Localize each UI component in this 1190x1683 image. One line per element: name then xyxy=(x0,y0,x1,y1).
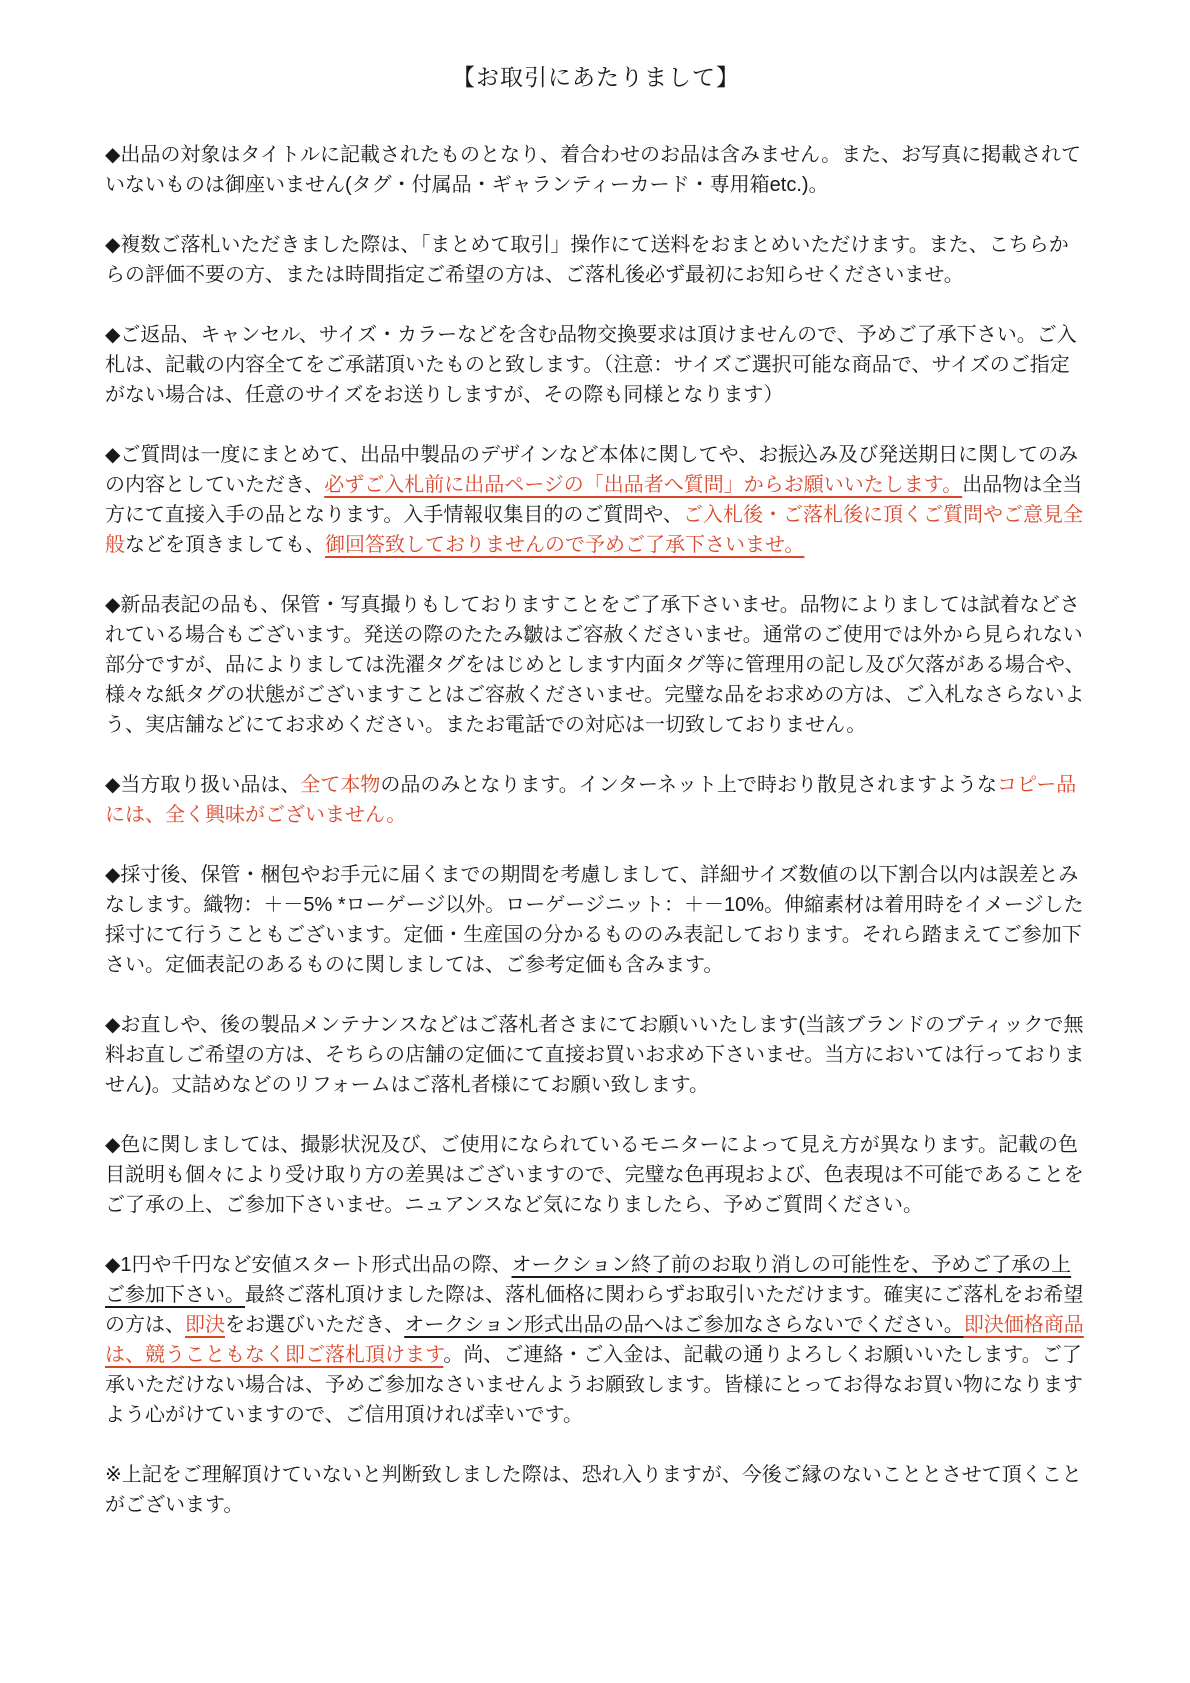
text-segment: ◆当方取り扱い品は、 xyxy=(105,774,301,796)
text-segment: ◆採寸後、保管・梱包やお手元に届くまでの期間を考慮しまして、詳細サイズ数値の以下割合以内は誤差とみなします。織物：＋－5% *ローゲージ以外。ローゲージニット：＋－10%。伸縮素材は着用時をイメージした採寸にて行うこともございます。定価・生産国の分かるもののみ表記しております。それら踏まえてご参加下さい。定価表記のあるものに関しましては、ご参考定価も含みます。 xyxy=(105,864,1084,976)
text-segment: ◆ご質問は一度にまとめて、出品中製品のデザインなど本体に関してや、お振込み及び発送期日に関してのみの内容としていただき、 xyxy=(105,444,1079,496)
text-segment: ◆複数ご落札いただきました際は、「まとめて取引」操作にて送料をおまとめいただけます。また、こちらからの評価不要の方、または時間指定ご希望の方は、ご落札後必ず最初にお知らせくださいませ。 xyxy=(105,234,1069,286)
text-segment-red: コピー品には、全く興味がございません。 xyxy=(105,774,1077,826)
text-segment: 最終ご落札頂けました際は、落札価格に関わらずお取引いただけます。確実にご落札をお希望の方は、 xyxy=(105,1284,1084,1336)
text-segment: ◆お直しや、後の製品メンテナンスなどはご落札者さまにてお願いいたします(当該ブランドのブティックで無料お直しご希望の方は、そちらの店舗の定価にて直接お買いお求め下さいませ。当方においては行っておりません)。丈詰めなどのリフォームはご落札者様にてお願い致します。 xyxy=(105,1014,1085,1096)
paragraph xyxy=(105,320,1087,410)
text-segment-red-underline: 御回答致しておりませんので予めご了承下さいませ。 xyxy=(325,534,805,556)
paragraph xyxy=(105,1010,1087,1100)
text-segment: の品のみとなります。インターネット上で時おり散見されますような xyxy=(380,774,997,796)
text-segment: ◆出品の対象はタイトルに記載されたものとなり、着合わせのお品は含みません。また、お写真に掲載されていないものは御座いません(タグ・付属品・ギャランティーカード・専用箱etc.)。 xyxy=(105,144,1082,196)
paragraph xyxy=(105,860,1087,980)
text-segment: ◆新品表記の品も、保管・写真撮りもしておりますことをご了承下さいませ。品物によりましては試着などされている場合もございます。発送の際のたたみ皺はご容赦くださいませ。通常のご使用では外から見られない部分ですが、品によりましては洗濯タグをはじめとします内面タグ等に管理用の記し及び欠落がある場合や、様々な紙タグの状態がございますことはご容赦くださいませ。完璧な品をお求めの方は、ご入札なさらないよう、実店舗などにてお求めください。またお電話での対応は一切致しておりません。 xyxy=(105,594,1085,736)
text-segment: ◆ご返品、キャンセル、サイズ・カラーなどを含む品物交換要求は頂けませんので、予めご了承下さい。ご入札は、記載の内容全てをご承諾頂いたものと致します。（注意：サイズご選択可能な商品で、サイズのご指定がない場合は、任意のサイズをお送りしますが、その際も同様となります） xyxy=(105,324,1077,406)
terms-paragraphs xyxy=(105,140,1087,1520)
paragraph xyxy=(105,1460,1087,1520)
text-segment-red: 全て本物 xyxy=(300,774,381,796)
text-segment-red-underline: 即決 xyxy=(185,1314,225,1336)
text-segment: をお選びいただき、 xyxy=(225,1314,405,1336)
paragraph xyxy=(105,230,1087,290)
text-segment-underline: オークション形式出品の品へはご参加なさらないでください。 xyxy=(404,1314,964,1336)
text-segment: 出品物は全当方にて直接入手の品となります。入手情報収集目的のご質問や、 xyxy=(105,474,1083,526)
text-segment-red-underline: 即決価格商品は、競うこともなく即ご落札頂けます xyxy=(105,1314,1084,1366)
page-title: 【お取引にあたりまして】 xyxy=(452,64,740,90)
text-segment-red-underline: 必ずご入札前に出品ページの「出品者へ質問」からお願いいたします。 xyxy=(324,474,963,496)
paragraph xyxy=(105,590,1087,740)
text-segment: 。尚、ご連絡・ご入金は、記載の通りよろしくお願いいたします。ご了承いただけない場合は、予めご参加なさいませんようお願致します。皆様にとってお得なお買い物になりますよう心がけていますので、ご信用頂ければ幸いです。 xyxy=(105,1344,1083,1426)
paragraph xyxy=(105,1250,1087,1430)
paragraph xyxy=(105,1130,1087,1220)
paragraph xyxy=(105,140,1087,200)
paragraph xyxy=(105,440,1087,560)
text-segment: ◆1円や千円など安値スタート形式出品の際、 xyxy=(105,1254,512,1276)
text-segment: ◆色に関しましては、撮影状況及び、ご使用になられているモニターによって見え方が異なります。記載の色目説明も個々により受け取り方の差異はございますので、完璧な色再現および、色表現は不可能であることをご了承の上、ご参加下さいませ。ニュアンスなど気になりましたら、予めご質問ください。 xyxy=(105,1134,1084,1216)
text-segment-underline: オークション終了前のお取り消しの可能性を、予めご了承の上ご参加下さい。 xyxy=(105,1254,1072,1306)
text-segment: などを頂きましても、 xyxy=(125,534,325,556)
text-segment-red: ご入札後・ご落札後に頂くご質問やご意見全般 xyxy=(105,504,1083,556)
text-segment: ※上記をご理解頂けていないと判断致しました際は、恐れ入りますが、今後ご縁のないこととさせて頂くことがございます。 xyxy=(105,1464,1082,1516)
paragraph xyxy=(105,770,1087,830)
